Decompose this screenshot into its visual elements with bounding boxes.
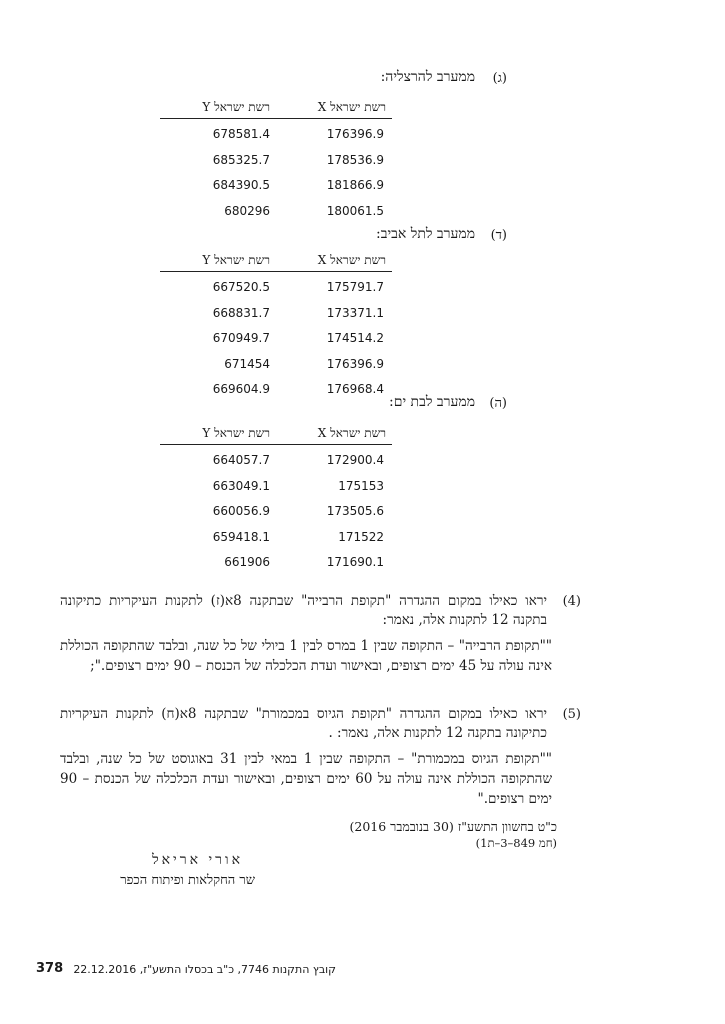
date-line: כ"ט בחשוון התשע"ז (30 בנובמבר 2016) — [349, 819, 557, 834]
table-row — [160, 547, 392, 573]
coordinates-table — [160, 426, 392, 573]
y-value: 671454 — [224, 356, 270, 371]
table-row — [160, 349, 392, 375]
table-row — [160, 170, 392, 196]
x-value: 175791.7 — [326, 280, 384, 294]
table-row — [160, 145, 392, 171]
coordinates-table — [160, 253, 392, 400]
paragraph-number: (4) — [562, 594, 581, 609]
section-title: ממערב לתל אביב: — [376, 226, 475, 242]
y-value: 684390.5 — [212, 178, 270, 193]
header-y: רשת ישראל Y — [202, 100, 270, 114]
quoted-definition: ""תקופת הרבייה" – התקופה שבין 1 במרס לבין 1 ביולי של כל שנה, ובלבד שהתקופה הכוללת אינה עולה על 45 ימים רצופים, ובאישור ועדת הכלכלה של הכנסת – 90 ימים רצופים."; — [60, 638, 552, 674]
page-number: 378 — [36, 961, 64, 976]
x-value: 174514.2 — [326, 331, 384, 346]
y-value: 664057.7 — [212, 453, 270, 467]
x-value: 176396.9 — [326, 127, 384, 141]
x-value: 176968.4 — [326, 382, 384, 397]
x-value: 181866.9 — [326, 178, 384, 193]
signature-name: אורי אריאל — [152, 852, 243, 868]
y-value: 663049.1 — [212, 478, 270, 493]
x-value: 173505.6 — [326, 504, 384, 519]
table-row — [160, 522, 392, 548]
x-value: 173371.1 — [326, 305, 384, 320]
y-value: 678581.4 — [212, 127, 270, 141]
x-value: 180061.5 — [326, 203, 384, 218]
y-value: 668831.7 — [212, 305, 270, 320]
x-value: 171690.1 — [326, 555, 384, 570]
table-row — [160, 323, 392, 349]
table-row — [160, 471, 392, 497]
table-row — [160, 298, 392, 324]
table-row — [160, 374, 392, 400]
header-x: רשת ישראל X — [317, 100, 386, 114]
table-row — [160, 445, 392, 471]
header-x: רשת ישראל X — [317, 253, 386, 267]
y-value: 660056.9 — [212, 504, 270, 519]
y-value: 659418.1 — [212, 529, 270, 544]
section-number: (ה) — [489, 396, 507, 411]
reference-line: (חמ 849–3–ת1) — [475, 836, 557, 850]
x-value: 172900.4 — [326, 453, 384, 467]
y-value: 669604.9 — [212, 382, 270, 397]
section-number: (ג) — [492, 71, 507, 86]
y-value: 680296 — [224, 203, 270, 218]
y-value: 661906 — [224, 555, 270, 570]
header-y: רשת ישראל Y — [202, 253, 270, 267]
header-y: רשת ישראל Y — [202, 426, 270, 440]
x-value: 171522 — [338, 529, 384, 544]
x-value: 175153 — [338, 478, 384, 493]
table-row — [160, 496, 392, 522]
paragraph-text: יראו כאילו במקום ההגדרה "תקופת הגיוס במכמורת" שבתקנה 8א(ח) לתקנות העיקריות כתיקונה בתקנה 12 לתקנות אלה, נאמר: . — [60, 706, 547, 741]
y-value: 667520.5 — [212, 280, 270, 294]
section-number: (ד) — [490, 228, 507, 243]
paragraph-text: יראו כאילו במקום ההגדרה "תקופת הרבייה" שבתקנה 8א(ז) לתקנות העיקריות כתיקונה בתקנה 12 לתקנות אלה, נאמר: — [60, 593, 547, 628]
table-row — [160, 119, 392, 145]
x-value: 178536.9 — [326, 152, 384, 167]
section-title: ממערב לבת ים: — [388, 394, 475, 410]
section-title: ממערב להרצליה: — [380, 69, 475, 85]
table-row — [160, 196, 392, 222]
paragraph-number: (5) — [562, 707, 581, 722]
table-row — [160, 272, 392, 298]
table-header — [160, 253, 392, 272]
signature-title: שר החקלאות ופיתוח הכפר — [120, 873, 255, 888]
quoted-definition: ""תקופת הגיוס במכמורת" – התקופה שבין 1 במאי לבין 31 באוגוסט של כל שנה, ובלבד שהתקופה הכוללת אינה עולה על 60 ימים רצופים, ובאישור ועדת הכלכלה של הכנסת – 90 ימים רצופים." — [60, 751, 553, 807]
table-header — [160, 100, 392, 119]
x-value: 176396.9 — [326, 356, 384, 371]
y-value: 670949.7 — [212, 331, 270, 346]
table-header — [160, 426, 392, 445]
footer-text: קובץ התקנות 7746, כ"ב בכסלו התשע"ז, 22.12.2016 — [73, 963, 336, 976]
coordinates-table — [160, 100, 392, 221]
header-x: רשת ישראל X — [317, 426, 386, 440]
y-value: 685325.7 — [212, 152, 270, 167]
